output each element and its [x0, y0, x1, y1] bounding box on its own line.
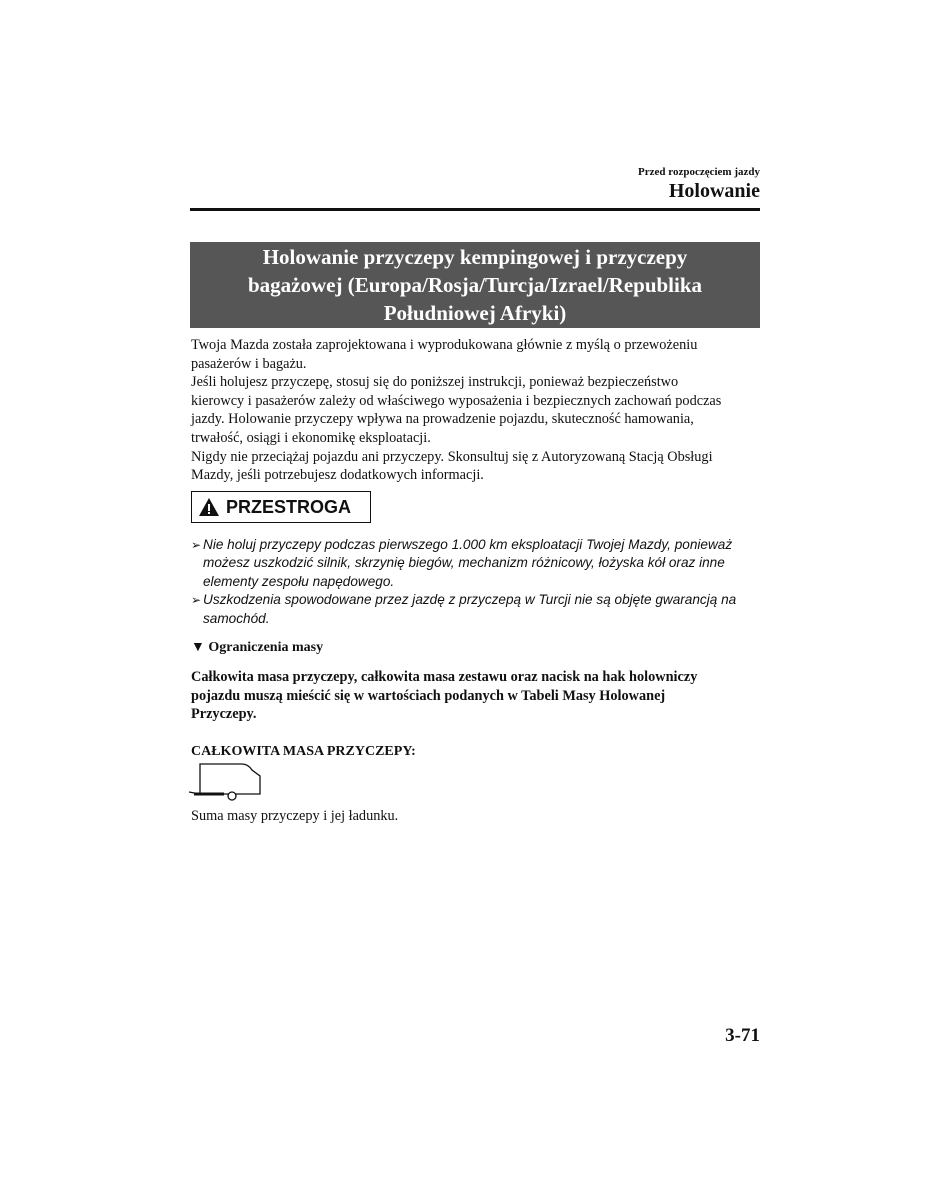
- total-mass-description: Suma masy przyczepy i jej ładunku.: [191, 808, 399, 824]
- triangle-marker-icon: ▼: [191, 640, 205, 655]
- caution-line: Uszkodzenia spowodowane przez jazdę z przyczepą w Turcji nie są objęte gwarancją na: [203, 592, 737, 608]
- arrow-bullet-icon: ➢: [191, 538, 202, 552]
- warning-triangle-icon: [198, 497, 220, 517]
- caution-box: [191, 491, 371, 523]
- paragraph-line: Przyczepy.: [191, 706, 257, 723]
- caution-line: samochód.: [203, 610, 270, 626]
- caution-line: możesz uszkodzić silnik, skrzynię biegów, mechanizm różnicowy, łożyska kół oraz inne: [203, 555, 725, 571]
- header-rule: [190, 208, 760, 211]
- subsection-title: Ograniczenia masy: [208, 640, 324, 655]
- paragraph-line: trwałość, osiągi i ekonomikę eksploatacji.: [191, 429, 431, 446]
- arrow-bullet-icon: ➢: [191, 593, 202, 608]
- caution-line: Nie holuj przyczepy podczas pierwszego 1.000 km eksploatacji Twojej Mazdy, ponieważ: [203, 537, 733, 552]
- topic-banner: [190, 242, 760, 328]
- paragraph-line: jazdy. Holowanie przyczepy wpływa na prowadzenie pojazdu, skuteczność hamowania,: [191, 411, 694, 428]
- paragraph-line: Całkowita masa przyczepy, całkowita masa zestawu oraz nacisk na hak holowniczy: [191, 669, 698, 685]
- paragraph-line: pojazdu muszą mieścić się w wartościach podanych w Tabeli Masy Holowanej: [191, 687, 666, 704]
- paragraph-line: kierowcy i pasażerów zależy od właściwego wyposażenia i bezpiecznych zachowań podczas: [191, 392, 722, 409]
- intro-paragraph: [191, 336, 761, 485]
- trailer-icon: [188, 758, 268, 804]
- caution-item: [191, 591, 761, 628]
- banner-line: Holowanie przyczepy kempingowej i przyczepy: [262, 245, 688, 269]
- mass-limits-paragraph: [191, 668, 761, 724]
- caution-item: [191, 536, 761, 591]
- paragraph-line: Twoja Mazda została zaprojektowana i wyprodukowana głównie z myślą o przewożeniu: [191, 337, 698, 353]
- banner-line: bagażowej (Europa/Rosja/Turcja/Izrael/Republika: [247, 273, 703, 297]
- paragraph-line: Nigdy nie przeciążaj pojazdu ani przyczepy. Skonsultuj się z Autoryzowaną Stacją Obsługi: [191, 448, 713, 465]
- total-mass-heading: CAŁKOWITA MASA PRZYCZEPY:: [191, 744, 416, 759]
- paragraph-line: pasażerów i bagażu.: [191, 355, 307, 372]
- caution-label: PRZESTROGA: [226, 496, 352, 517]
- subsection-heading: [191, 640, 323, 656]
- caution-list: [191, 536, 761, 628]
- paragraph-line: Jeśli holujesz przyczepę, stosuj się do poniższej instrukcji, ponieważ bezpieczeństwo: [191, 374, 679, 391]
- section-title: Holowanie: [668, 180, 760, 202]
- banner-line: Południowej Afryki): [383, 301, 567, 325]
- paragraph-line: Mazdy, jeśli potrzebujesz dodatkowych informacji.: [191, 467, 484, 484]
- page-number: 3-71: [725, 1025, 760, 1046]
- caution-line: elementy zespołu napędowego.: [203, 573, 395, 589]
- running-title: Przed rozpoczęciem jazdy: [638, 166, 760, 178]
